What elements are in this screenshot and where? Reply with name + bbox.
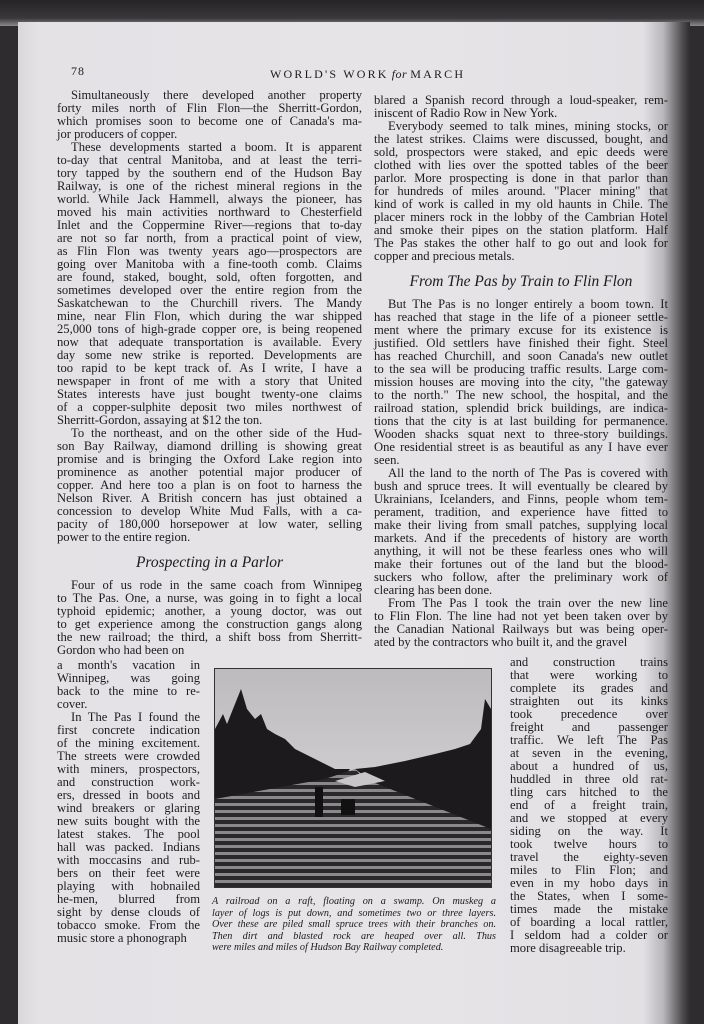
text-line: too rapid to be kept track of. As I write, I have a bbox=[57, 361, 362, 375]
section-heading: From The Pas by Train to Flin Flon bbox=[409, 273, 633, 290]
caption-line: Then dirt and blasted rock are heaped over all. Thus bbox=[212, 930, 496, 942]
caption-line: Over these are piled small spruce trees with their branches on. bbox=[212, 919, 496, 931]
text-line: power to the entire region. bbox=[57, 530, 191, 544]
text-line: These developments started a boom. It is apparent bbox=[71, 140, 362, 154]
text-line: prominence as another potential major producer of bbox=[57, 465, 362, 479]
text-line: ated by the contractors who built it, and the gravel bbox=[374, 635, 628, 649]
text-line: Everybody seemed to talk mines, mining stocks, or bbox=[388, 119, 668, 133]
text-line: copper. And here too a plan is on foot to harness the bbox=[57, 478, 362, 492]
paragraph bbox=[57, 579, 362, 657]
text-line: concession to develop White Mud Falls, with a ca- bbox=[57, 504, 362, 518]
text-line: the States, when I some- bbox=[510, 889, 668, 903]
text-line: parlor. More prospecting is done in that parlor than bbox=[374, 171, 668, 185]
text-line: Saskatchewan to the Churchill rivers. The Mandy bbox=[57, 296, 362, 310]
text-line: to the north." The new school, the hospital, and the bbox=[374, 388, 668, 402]
railroad-photo bbox=[214, 668, 492, 888]
text-line: first concrete indication bbox=[57, 723, 200, 737]
paragraph bbox=[510, 656, 668, 955]
text-line: sold, prospectors were staked, and epic deeds were bbox=[374, 145, 668, 159]
text-line: complete its grades and bbox=[510, 681, 668, 695]
text-line: to get experience among the construction gangs along bbox=[57, 617, 362, 631]
paragraph bbox=[57, 141, 362, 427]
text-line: a month's vacation in bbox=[57, 658, 200, 672]
text-line: ers, dressed in boots and bbox=[57, 788, 200, 802]
railroad-on-swamp-image bbox=[215, 669, 491, 887]
text-line: now that adequate transportation is available. Every bbox=[57, 335, 362, 349]
text-line: are found, staked, bought, sold, often forgotten, and bbox=[57, 270, 362, 284]
paragraph bbox=[374, 120, 668, 263]
text-line: Sherritt-Gordon, assaying at $12 the ton. bbox=[57, 413, 263, 427]
text-line: Simultaneously there developed another property bbox=[71, 88, 362, 102]
text-line: From The Pas I took the train over the new line bbox=[388, 596, 668, 610]
text-line: are not so far north, from a practical point of view, bbox=[57, 231, 362, 245]
text-line: has reached Churchill, and soon Canada's new outlet bbox=[374, 349, 668, 363]
text-line: jor producers of copper. bbox=[57, 127, 178, 141]
text-line: tobacco smoke. From the bbox=[57, 918, 200, 932]
text-line: day some new strike is reported. Developments are bbox=[57, 348, 362, 362]
text-line: and construction trains bbox=[510, 655, 668, 669]
paragraph bbox=[374, 94, 668, 120]
text-line: clearing has been done. bbox=[374, 583, 493, 597]
text-line: mine, near Flin Flon, which during the war shipped bbox=[57, 309, 362, 323]
text-line: times made the mistake bbox=[510, 902, 668, 916]
text-line: Railway, is one of the richest mineral regions in the bbox=[57, 179, 362, 193]
text-line: ment where the primary excuse for its existence is bbox=[374, 323, 668, 337]
text-line: at seven in the evening, bbox=[510, 746, 668, 760]
left-column-narrow bbox=[57, 659, 200, 945]
text-line: wind breakers or glaring bbox=[57, 801, 200, 815]
text-line: Winnipeg, was going bbox=[57, 671, 200, 685]
text-line: make their fortunes out of the land but the blood- bbox=[374, 557, 668, 571]
paragraph bbox=[57, 659, 200, 711]
text-line: cover. bbox=[57, 697, 88, 711]
text-line: freight and passenger bbox=[510, 720, 668, 734]
header-month: MARCH bbox=[410, 67, 466, 81]
text-line: going over Manitoba with a fine-tooth comb. Claims bbox=[57, 257, 362, 271]
text-line: To the northeast, and on the other side of the Hud- bbox=[71, 426, 362, 440]
text-line: In The Pas I found the bbox=[71, 710, 200, 724]
text-line: latest stakes. The pool bbox=[57, 827, 200, 841]
photo-caption bbox=[212, 896, 496, 954]
text-line: took precedence over bbox=[510, 707, 668, 721]
text-line: clothed with lies over the spotted tables of the beer bbox=[374, 158, 668, 172]
text-line: the latest strikes. Claims were discussed, bought, and bbox=[374, 132, 668, 146]
text-line: seen. bbox=[374, 453, 400, 467]
text-line: But The Pas is no longer entirely a boom town. It bbox=[388, 297, 668, 311]
text-line: playing with hobnailed bbox=[57, 879, 200, 893]
text-line: bers on their feet were bbox=[57, 866, 200, 880]
text-line: as Flin Flon was twenty years ago—prospectors are bbox=[57, 244, 362, 258]
text-line: new suits bought with the bbox=[57, 814, 200, 828]
text-line: with miners, prospectors, bbox=[57, 762, 200, 776]
caption-line: A railroad on a raft, floating on a swamp. On muskeg a bbox=[212, 896, 496, 907]
paragraph bbox=[57, 89, 362, 141]
running-header bbox=[270, 67, 465, 82]
text-line: traffic. We left The Pas bbox=[510, 733, 668, 747]
paragraph bbox=[57, 427, 362, 544]
text-line: travel the eighty-seven bbox=[510, 850, 668, 864]
text-line: of boarding a local rattler, bbox=[510, 915, 668, 929]
text-line: iniscent of Radio Row in New York. bbox=[374, 106, 558, 120]
text-line: with moccasins and rub- bbox=[57, 853, 200, 867]
text-line: took twelve hours to bbox=[510, 837, 668, 851]
text-line: Four of us rode in the same coach from Winnipeg bbox=[71, 578, 362, 592]
text-line: back to the mine to re- bbox=[57, 684, 200, 698]
text-line: hall was packed. Indians bbox=[57, 840, 200, 854]
text-line: Inlet and the Coppermine River—regions that to-day bbox=[57, 218, 362, 232]
left-column-wide bbox=[57, 89, 362, 657]
paragraph bbox=[374, 298, 668, 467]
text-line: he-men, blurred from bbox=[57, 892, 200, 906]
text-line: I seldom had a colder or bbox=[510, 928, 668, 942]
text-line: pacity of 180,000 horsepower at low water, selling bbox=[57, 517, 362, 531]
text-line: and smoke their pipes on the station platform. Half bbox=[374, 223, 668, 237]
text-line: sight by dense clouds of bbox=[57, 905, 200, 919]
paragraph bbox=[374, 597, 668, 649]
text-line: has reached that stage in the life of a pioneer settle- bbox=[374, 310, 668, 324]
right-column-narrow bbox=[510, 656, 668, 955]
text-line: and construction work- bbox=[57, 775, 200, 789]
text-line: typhoid epidemic; another, a young doctor, was out bbox=[57, 604, 362, 618]
text-line: to the sea will be producing traffic results. Large com- bbox=[374, 362, 668, 376]
text-line: to Flin Flon. The line had not yet been taken over by bbox=[374, 609, 668, 623]
text-line: Ukrainians, Icelanders, and Finns, people whom tem- bbox=[374, 492, 668, 506]
page-number: 78 bbox=[71, 64, 85, 78]
text-line: son Bay Railway, diamond drilling is showing great bbox=[57, 439, 362, 453]
text-line: of a copper-sulphite deposit two miles northwest of bbox=[57, 400, 362, 414]
text-line: to The Pas. One, a nurse, was going in to fight a local bbox=[57, 591, 362, 605]
text-line: kind of work is called in my old haunts in Chile. The bbox=[374, 197, 668, 211]
text-line: and we stopped at every bbox=[510, 811, 668, 825]
text-line: sometimes developed over the entire region from the bbox=[57, 283, 362, 297]
text-line: anything, it will not be these fearless ones who will bbox=[374, 544, 668, 558]
text-line: Nelson River. A British concern has just obtained a bbox=[57, 491, 362, 505]
text-line: The streets were crowded bbox=[57, 749, 200, 763]
text-line: world. While Jack Hammell, always the pioneer, has bbox=[57, 192, 362, 206]
text-line: Wooden shacks squat next to three-story buildings. bbox=[374, 427, 668, 441]
paragraph bbox=[374, 467, 668, 597]
text-line: the Canadian National Railways but was being oper- bbox=[374, 622, 668, 636]
right-column-wide bbox=[374, 94, 668, 649]
text-line: markets. And if the precedents of history are worth bbox=[374, 531, 668, 545]
text-line: end of a freight train, bbox=[510, 798, 668, 812]
text-line: siding on the way. It bbox=[510, 824, 668, 838]
text-line: which promises soon to become one of Canada's ma- bbox=[57, 114, 362, 128]
text-line: justified. Old settlers have finished their fight. Steel bbox=[374, 336, 668, 350]
magazine-title: WORLD'S WORK bbox=[270, 67, 389, 81]
text-line: miles to Flin Flon; and bbox=[510, 863, 668, 877]
section-heading: Prospecting in a Parlor bbox=[135, 554, 284, 571]
text-line: for hundreds of miles around. "Placer mining" that bbox=[374, 184, 668, 198]
text-line: of the mining excitement. bbox=[57, 736, 200, 750]
text-line: suckers who follow, after the preliminary work of bbox=[374, 570, 668, 584]
text-line: that were working to bbox=[510, 668, 668, 682]
text-line: more disagreeable trip. bbox=[510, 941, 626, 955]
text-line: forty miles north of Flin Flon—the Sherritt-Gordon, bbox=[57, 101, 362, 115]
text-line: States interests have just bought twenty-one claims bbox=[57, 387, 362, 401]
text-line: tling cars hitched to the bbox=[510, 785, 668, 799]
paragraph bbox=[57, 711, 200, 945]
text-line: about a hundred of us, bbox=[510, 759, 668, 773]
text-line: the new railroad; the third, a shift boss from Sherritt- bbox=[57, 630, 362, 644]
text-line: All the land to the north of The Pas is covered with bbox=[388, 466, 668, 480]
text-line: tory tapped by the southern end of the Hudson Bay bbox=[57, 166, 362, 180]
text-line: One residential street is as beautiful as any I have ever bbox=[374, 440, 668, 454]
text-line: mission houses are moving into the city, "the gateway bbox=[374, 375, 668, 389]
text-line: newspaper in front of me with a story that United bbox=[57, 374, 362, 388]
text-line: Gordon who had been on bbox=[57, 643, 185, 657]
text-line: copper and precious metals. bbox=[374, 249, 515, 263]
text-line: perament, tradition, and experience have fitted to bbox=[374, 505, 668, 519]
text-line: even in my hobo days in bbox=[510, 876, 668, 890]
text-line: bush and spruce trees. It will eventually be cleared by bbox=[374, 479, 668, 493]
text-line: blared a Spanish record through a loud-speaker, rem- bbox=[374, 93, 668, 107]
text-line: tions that the city is at last building for permanence. bbox=[374, 414, 668, 428]
text-line: make their living from small patches, supplying local bbox=[374, 518, 668, 532]
text-line: promise and is bringing the Oxford Lake region into bbox=[57, 452, 362, 466]
text-line: huddled in three old rat- bbox=[510, 772, 668, 786]
text-line: placer miners rock in the lobby of the Cambrian Hotel bbox=[374, 210, 668, 224]
caption-line: layer of logs is put down, and sometimes two or three layers. bbox=[212, 907, 496, 919]
caption-line: were miles and miles of Hudson Bay Railway completed. bbox=[212, 942, 444, 954]
text-line: moved his main activities northward to Chesterfield bbox=[57, 205, 362, 219]
header-for: for bbox=[391, 67, 408, 81]
text-line: to-day that central Manitoba, and at least the terri- bbox=[57, 153, 362, 167]
text-line: railroad station, splendid brick buildings, are indica- bbox=[374, 401, 668, 415]
text-line: music store a phonograph bbox=[57, 931, 187, 945]
text-line: The Pas stakes the other half to go out and look for bbox=[374, 236, 668, 250]
text-line: 25,000 tons of high-grade copper ore, is being reopened bbox=[57, 322, 362, 336]
text-line: straighten out its kinks bbox=[510, 694, 668, 708]
